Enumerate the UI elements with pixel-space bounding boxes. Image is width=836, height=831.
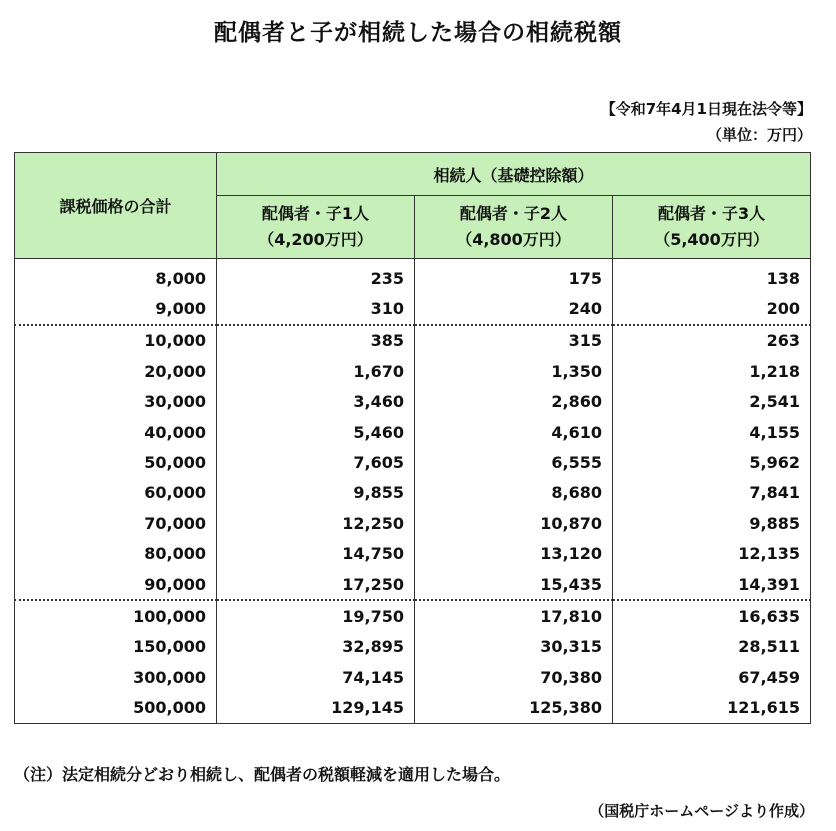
cell-taxable-price: 70,000 — [15, 508, 217, 538]
inheritance-tax-table — [14, 152, 811, 724]
footnote: （注）法定相続分どおり相続し、配偶者の税額軽減を適用した場合。 — [14, 765, 511, 784]
cell-tax-amount: 12,250 — [217, 508, 415, 538]
cell-tax-amount: 74,145 — [217, 662, 415, 692]
cell-tax-amount: 30,315 — [415, 632, 613, 662]
cell-tax-amount: 310 — [217, 293, 415, 324]
table-row — [15, 632, 811, 662]
cell-tax-amount: 9,855 — [217, 478, 415, 508]
column-header-spouse-3-children — [613, 196, 811, 259]
row-header-taxable-price: 課税価格の合計 — [15, 153, 217, 259]
table-row — [15, 293, 811, 324]
cell-tax-amount: 70,380 — [415, 662, 613, 692]
source-credit: （国税庁ホームページより作成） — [589, 802, 814, 820]
cell-tax-amount: 19,750 — [217, 600, 415, 631]
table-row — [15, 259, 811, 294]
cell-taxable-price: 10,000 — [15, 325, 217, 356]
cell-tax-amount: 235 — [217, 259, 415, 294]
cell-tax-amount: 8,680 — [415, 478, 613, 508]
cell-tax-amount: 7,605 — [217, 447, 415, 477]
table-row — [15, 569, 811, 600]
cell-tax-amount: 13,120 — [415, 539, 613, 569]
cell-taxable-price: 8,000 — [15, 259, 217, 294]
table-row — [15, 356, 811, 386]
cell-tax-amount: 138 — [613, 259, 811, 294]
cell-tax-amount: 200 — [613, 293, 811, 324]
table-row — [15, 508, 811, 538]
cell-tax-amount: 2,860 — [415, 387, 613, 417]
table-row — [15, 539, 811, 569]
table-row — [15, 600, 811, 631]
cell-tax-amount: 385 — [217, 325, 415, 356]
cell-tax-amount: 10,870 — [415, 508, 613, 538]
cell-tax-amount: 67,459 — [613, 662, 811, 692]
table-row — [15, 662, 811, 692]
column-deduction: （5,400万円） — [654, 230, 769, 249]
cell-taxable-price: 500,000 — [15, 692, 217, 723]
table-row — [15, 692, 811, 723]
cell-taxable-price: 90,000 — [15, 569, 217, 600]
cell-tax-amount: 16,635 — [613, 600, 811, 631]
cell-tax-amount: 125,380 — [415, 692, 613, 723]
cell-taxable-price: 30,000 — [15, 387, 217, 417]
table-row — [15, 387, 811, 417]
cell-tax-amount: 175 — [415, 259, 613, 294]
cell-taxable-price: 100,000 — [15, 600, 217, 631]
unit-label: （単位：万円） — [706, 126, 812, 144]
cell-taxable-price: 300,000 — [15, 662, 217, 692]
cell-tax-amount: 14,750 — [217, 539, 415, 569]
cell-tax-amount: 6,555 — [415, 447, 613, 477]
cell-taxable-price: 40,000 — [15, 417, 217, 447]
cell-tax-amount: 17,250 — [217, 569, 415, 600]
cell-tax-amount: 1,670 — [217, 356, 415, 386]
cell-tax-amount: 315 — [415, 325, 613, 356]
table-row — [15, 478, 811, 508]
cell-taxable-price: 9,000 — [15, 293, 217, 324]
cell-tax-amount: 14,391 — [613, 569, 811, 600]
cell-tax-amount: 9,885 — [613, 508, 811, 538]
column-header-spouse-1-child — [217, 196, 415, 259]
table-row — [15, 417, 811, 447]
column-deduction: （4,200万円） — [258, 230, 373, 249]
cell-tax-amount: 2,541 — [613, 387, 811, 417]
cell-tax-amount: 15,435 — [415, 569, 613, 600]
column-group-heirs: 相続人（基礎控除額） — [217, 153, 811, 196]
table-row — [15, 325, 811, 356]
cell-tax-amount: 17,810 — [415, 600, 613, 631]
cell-taxable-price: 50,000 — [15, 447, 217, 477]
cell-tax-amount: 3,460 — [217, 387, 415, 417]
column-deduction: （4,800万円） — [456, 230, 571, 249]
page-title: 配偶者と子が相続した場合の相続税額 — [214, 20, 622, 46]
cell-tax-amount: 129,145 — [217, 692, 415, 723]
cell-tax-amount: 1,350 — [415, 356, 613, 386]
cell-tax-amount: 28,511 — [613, 632, 811, 662]
cell-tax-amount: 1,218 — [613, 356, 811, 386]
cell-taxable-price: 80,000 — [15, 539, 217, 569]
cell-tax-amount: 240 — [415, 293, 613, 324]
cell-tax-amount: 5,962 — [613, 447, 811, 477]
cell-tax-amount: 7,841 — [613, 478, 811, 508]
cell-tax-amount: 12,135 — [613, 539, 811, 569]
column-label: 配偶者・子3人 — [657, 204, 766, 223]
cell-tax-amount: 263 — [613, 325, 811, 356]
column-label: 配偶者・子1人 — [261, 204, 370, 223]
column-header-spouse-2-children — [415, 196, 613, 259]
cell-taxable-price: 20,000 — [15, 356, 217, 386]
cell-tax-amount: 32,895 — [217, 632, 415, 662]
table-row — [15, 447, 811, 477]
cell-taxable-price: 60,000 — [15, 478, 217, 508]
legal-basis-date: 【令和7年4月1日現在法令等】 — [600, 100, 812, 118]
cell-taxable-price: 150,000 — [15, 632, 217, 662]
cell-tax-amount: 4,610 — [415, 417, 613, 447]
cell-tax-amount: 5,460 — [217, 417, 415, 447]
table-body — [15, 259, 811, 724]
cell-tax-amount: 4,155 — [613, 417, 811, 447]
cell-tax-amount: 121,615 — [613, 692, 811, 723]
column-label: 配偶者・子2人 — [459, 204, 568, 223]
